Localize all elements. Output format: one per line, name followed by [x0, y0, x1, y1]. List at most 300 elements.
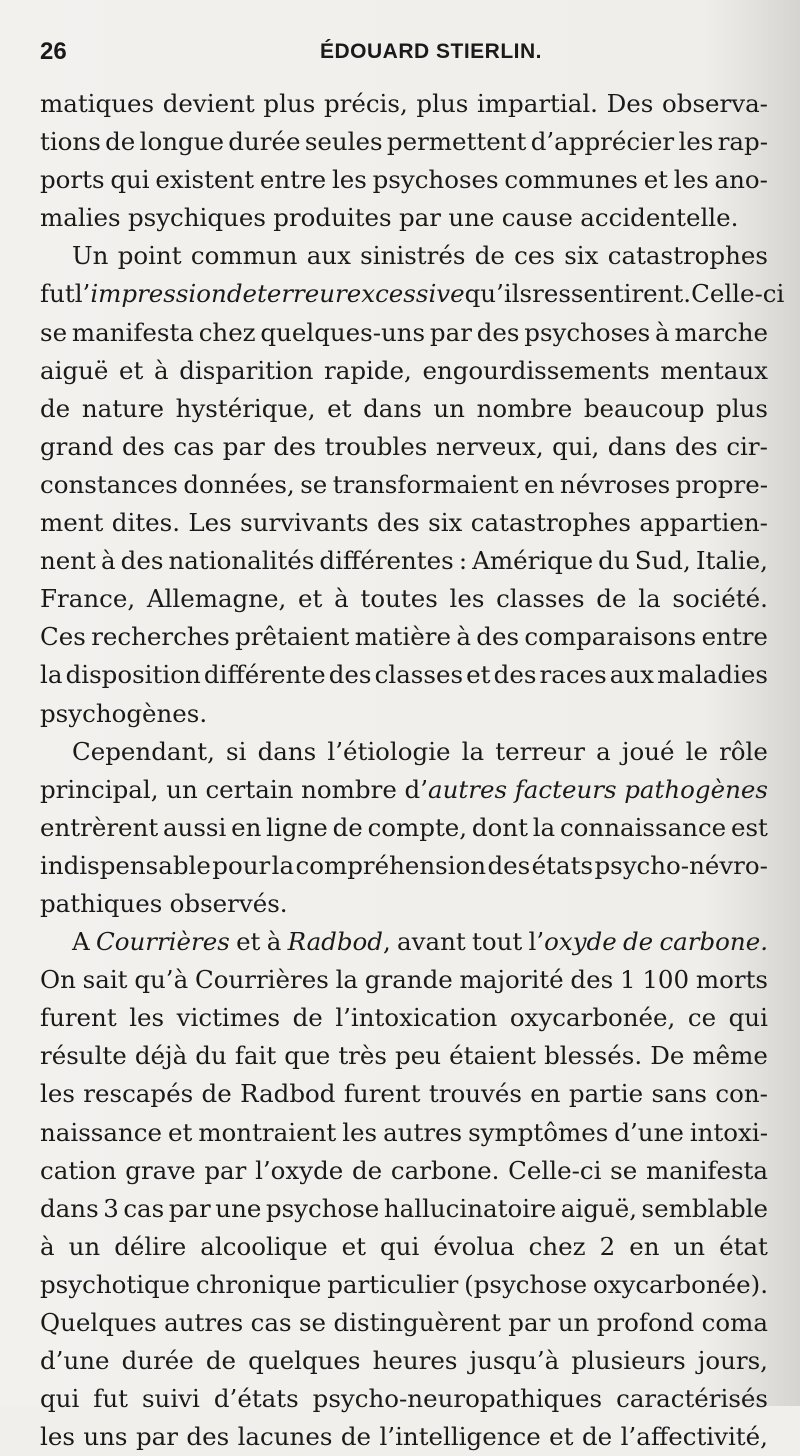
word — [638, 580, 660, 618]
text: dites. — [111, 508, 180, 538]
text: l’affectivité, — [620, 1422, 768, 1452]
word — [251, 1304, 292, 1342]
text: sans — [651, 1079, 707, 1109]
word — [428, 504, 462, 542]
word — [93, 1380, 128, 1418]
word — [561, 1190, 637, 1228]
word — [584, 390, 705, 428]
text: par — [429, 317, 472, 347]
text: blessés. — [544, 1041, 643, 1071]
text: Un — [72, 241, 109, 271]
text: Cependant, — [72, 736, 215, 766]
word — [524, 466, 554, 504]
word — [223, 428, 265, 466]
text-line — [40, 1114, 768, 1152]
word — [462, 733, 484, 771]
text: grand — [40, 431, 114, 461]
word — [642, 961, 689, 999]
text: accidentelle. — [580, 203, 739, 233]
text: à — [266, 927, 282, 957]
word — [327, 733, 450, 771]
text: les — [449, 584, 485, 614]
word — [110, 161, 149, 199]
word — [40, 504, 103, 542]
text: même — [692, 1041, 768, 1071]
word — [333, 1304, 500, 1342]
text: ressentirent. — [532, 279, 692, 309]
page-header — [40, 38, 760, 78]
text: principal, — [40, 774, 159, 804]
word — [273, 199, 391, 237]
italic-text: de — [622, 927, 654, 957]
word — [240, 504, 368, 542]
word — [692, 1037, 767, 1075]
text: classes — [374, 660, 464, 690]
word — [169, 1190, 211, 1228]
text-line — [40, 961, 768, 999]
word — [40, 580, 135, 618]
word — [123, 1190, 164, 1228]
text: ligne — [266, 812, 328, 842]
text: A — [72, 927, 90, 957]
text: par — [135, 1422, 178, 1452]
text-line — [40, 1304, 768, 1342]
text: des — [120, 546, 164, 576]
word — [674, 314, 768, 352]
word — [465, 275, 533, 313]
text: peu — [395, 1041, 442, 1071]
word — [472, 542, 593, 580]
word — [40, 809, 158, 847]
text: est — [730, 812, 768, 842]
word — [472, 923, 522, 961]
word — [368, 809, 468, 847]
word — [83, 1075, 193, 1113]
word — [582, 1418, 612, 1456]
text: point — [117, 241, 182, 271]
text: joué — [621, 736, 675, 766]
text: la — [638, 584, 661, 614]
text: de — [332, 812, 363, 842]
word — [662, 85, 768, 123]
text: permettent — [386, 127, 527, 157]
word — [508, 1152, 601, 1190]
text: rescapés — [83, 1079, 194, 1109]
text: Sud, — [634, 546, 691, 576]
word — [487, 847, 530, 885]
text: délire — [114, 1231, 187, 1261]
word — [719, 733, 768, 771]
word — [125, 1152, 195, 1190]
italic-text: carbone. — [659, 927, 768, 957]
word — [72, 237, 108, 275]
word — [621, 1418, 768, 1456]
text: entre — [259, 165, 327, 195]
word — [384, 1190, 556, 1228]
word — [40, 618, 86, 656]
text: psychiques — [127, 203, 266, 233]
word — [336, 961, 358, 999]
word — [560, 809, 726, 847]
text: très — [338, 1041, 387, 1071]
word — [199, 314, 256, 352]
word — [66, 656, 201, 694]
text-line — [40, 1037, 768, 1075]
text: des — [570, 965, 614, 995]
text: catastrophes — [607, 241, 768, 271]
text: semblable — [641, 1193, 768, 1223]
word — [40, 999, 117, 1037]
word — [496, 580, 584, 618]
text: du — [195, 1041, 227, 1071]
word — [91, 618, 230, 656]
word — [122, 1342, 194, 1380]
text: qui — [728, 1003, 768, 1033]
word — [40, 695, 207, 733]
word — [508, 1304, 550, 1342]
word — [313, 1380, 602, 1418]
text: du — [598, 546, 630, 576]
text: un — [557, 1308, 590, 1337]
word — [570, 961, 613, 999]
text: partie — [568, 1079, 644, 1109]
text: des — [122, 431, 165, 461]
word — [532, 847, 593, 885]
word — [205, 771, 293, 809]
text: Italie, — [695, 546, 768, 576]
word — [377, 504, 420, 542]
text: résulte — [40, 1041, 127, 1071]
text: quelques — [248, 1346, 361, 1376]
text-line — [40, 885, 768, 923]
text: un — [673, 1231, 706, 1261]
word — [532, 275, 691, 313]
text-line — [40, 542, 768, 580]
text: chronique — [195, 1269, 322, 1299]
word — [72, 733, 215, 771]
text: plus — [716, 393, 768, 423]
text: Celle-ci — [508, 1155, 602, 1185]
text: et — [643, 165, 669, 195]
italic-text: excessive — [346, 279, 465, 309]
text: des — [376, 508, 420, 538]
word — [475, 237, 505, 275]
word — [169, 542, 315, 580]
text: morts — [695, 965, 768, 995]
word — [731, 809, 768, 847]
word — [204, 656, 326, 694]
text: nationalités — [168, 546, 315, 576]
word — [258, 733, 317, 771]
text: déjà — [134, 1041, 188, 1071]
text: terreur — [495, 736, 586, 766]
word — [529, 1228, 586, 1266]
word — [204, 1152, 246, 1190]
text: observés. — [169, 888, 288, 918]
word — [375, 656, 463, 694]
text: des — [273, 431, 317, 461]
text: précis, — [323, 89, 408, 118]
word — [702, 1304, 768, 1342]
text: la — [335, 965, 359, 995]
word — [122, 428, 165, 466]
word — [593, 1266, 768, 1304]
word — [569, 1075, 643, 1113]
text: une — [448, 203, 495, 233]
word — [235, 1037, 276, 1075]
word — [347, 275, 465, 313]
text: caractérisés — [616, 1384, 768, 1414]
text: à — [655, 317, 670, 347]
word — [40, 885, 162, 923]
text: toutes — [360, 584, 438, 614]
text: nent — [40, 546, 96, 576]
word — [231, 809, 261, 847]
word — [40, 352, 108, 390]
word — [266, 809, 328, 847]
text-line — [40, 809, 768, 847]
word — [383, 1114, 462, 1152]
text: 100 — [642, 965, 690, 995]
text: a — [596, 736, 611, 766]
text-line — [40, 1418, 768, 1456]
text: cas — [173, 431, 215, 461]
word — [40, 1304, 157, 1342]
text: l’intoxication — [335, 1003, 498, 1033]
text: l’étiologie — [327, 736, 451, 766]
word — [215, 1190, 261, 1228]
word — [319, 542, 453, 580]
text: les — [342, 1117, 378, 1147]
text: la — [271, 850, 295, 880]
word — [642, 1190, 768, 1228]
text: psycho-névro- — [594, 850, 768, 880]
word — [168, 1114, 192, 1152]
word — [598, 542, 629, 580]
word — [40, 656, 62, 694]
italic-text: pathogènes — [624, 774, 768, 804]
word — [672, 580, 768, 618]
text: indispensable — [40, 850, 211, 880]
text: carbone. — [390, 1155, 500, 1185]
text: les — [678, 127, 714, 157]
text: dans — [257, 736, 317, 766]
text: le — [685, 736, 708, 766]
word — [729, 999, 768, 1037]
word — [333, 466, 519, 504]
word — [198, 1114, 336, 1152]
word — [163, 85, 255, 123]
word — [363, 390, 422, 428]
word — [40, 1152, 117, 1190]
text: sait — [82, 965, 128, 995]
text-line — [40, 428, 768, 466]
word — [179, 352, 313, 390]
text: un — [68, 1231, 101, 1261]
text: aiguë, — [560, 1193, 637, 1223]
text: de — [581, 1422, 613, 1452]
text: uns — [83, 1422, 128, 1452]
text-line — [40, 1342, 768, 1380]
text: en — [629, 1231, 660, 1261]
word — [40, 1190, 99, 1228]
text: des — [493, 660, 537, 690]
text: trouvés — [428, 1079, 522, 1109]
word — [40, 314, 67, 352]
text: distinguèrent — [333, 1308, 501, 1337]
word — [163, 809, 226, 847]
word — [121, 542, 164, 580]
text: psycho-neuropathiques — [312, 1384, 603, 1414]
text: les — [673, 165, 709, 195]
text: recherches — [91, 622, 230, 652]
word — [327, 1266, 458, 1304]
text: qui — [380, 1231, 420, 1261]
text: chez — [198, 317, 256, 347]
word — [466, 656, 490, 694]
word — [341, 1418, 371, 1456]
word — [360, 237, 465, 275]
word — [450, 580, 485, 618]
word — [433, 1228, 514, 1266]
word — [610, 1152, 637, 1190]
text: alcoolique — [200, 1231, 328, 1261]
text: en — [524, 469, 555, 499]
text-line — [40, 618, 768, 656]
text: Quelques — [40, 1308, 157, 1337]
word — [530, 1075, 560, 1113]
text: des — [328, 660, 372, 690]
text: et — [298, 584, 323, 614]
word — [195, 1037, 226, 1075]
text: naissance — [40, 1117, 162, 1147]
text: la — [40, 660, 63, 690]
word — [660, 352, 768, 390]
text: et — [466, 660, 491, 690]
word — [429, 1075, 522, 1113]
text: hallucinatoire — [383, 1193, 557, 1223]
text: rôle — [719, 736, 768, 766]
text: plus — [263, 89, 316, 118]
word — [469, 1342, 559, 1380]
word — [504, 161, 638, 199]
word — [477, 85, 598, 123]
text: et — [167, 1117, 193, 1147]
word — [659, 923, 768, 961]
text: l’ — [74, 279, 91, 309]
word — [373, 1342, 458, 1380]
word — [135, 1037, 187, 1075]
text: grave — [125, 1155, 196, 1185]
word — [183, 466, 294, 504]
word — [40, 1228, 55, 1266]
text: psychoses — [372, 165, 499, 195]
text-line — [40, 733, 768, 771]
word — [176, 390, 316, 428]
text-line — [40, 237, 768, 275]
text: pathiques — [40, 888, 163, 918]
word — [476, 618, 519, 656]
text: les — [129, 1003, 165, 1033]
word — [510, 999, 675, 1037]
text: Allemagne, — [146, 584, 287, 614]
text: à — [100, 546, 116, 576]
word — [327, 390, 351, 428]
word — [629, 1228, 659, 1266]
text: produites — [273, 203, 392, 233]
text-line — [40, 314, 768, 352]
text: plusieurs — [571, 1346, 686, 1376]
word — [40, 1418, 75, 1456]
italic-text: autres — [428, 774, 508, 804]
text-line — [40, 1228, 768, 1266]
word — [387, 123, 526, 161]
text: furent — [40, 1003, 117, 1033]
word — [674, 1228, 706, 1266]
word — [678, 123, 713, 161]
text: entrèrent — [40, 812, 159, 842]
word — [214, 1380, 299, 1418]
text: Des — [606, 89, 654, 118]
text: la — [461, 736, 485, 766]
word — [399, 199, 441, 237]
text: constances — [40, 469, 178, 499]
word — [715, 1075, 768, 1113]
word — [610, 656, 654, 694]
text: appartien- — [639, 508, 768, 538]
text: De — [650, 1041, 685, 1071]
text: transformaient — [332, 469, 519, 499]
text-line — [40, 771, 768, 809]
word — [468, 1114, 608, 1152]
text: évolua — [433, 1231, 515, 1261]
word — [288, 923, 391, 961]
text: rapide, — [324, 355, 412, 385]
word — [436, 428, 544, 466]
word — [298, 580, 322, 618]
word — [373, 161, 499, 199]
text: qu’ils — [464, 279, 533, 309]
text: cation — [40, 1155, 117, 1185]
word — [134, 961, 188, 999]
text: fait — [234, 1041, 277, 1071]
word — [40, 390, 70, 428]
word — [170, 885, 288, 923]
word — [227, 275, 257, 313]
text: nombre — [476, 393, 573, 423]
word — [718, 123, 768, 161]
word — [166, 771, 198, 809]
word — [529, 923, 617, 961]
word — [696, 961, 768, 999]
text: majorité — [459, 965, 564, 995]
text: différente — [203, 660, 326, 690]
text: autres — [383, 1117, 463, 1147]
word — [644, 161, 668, 199]
text: psychogènes. — [40, 698, 208, 728]
word — [300, 466, 327, 504]
text: états — [531, 850, 594, 880]
word — [40, 161, 105, 199]
word — [164, 1304, 243, 1342]
text: en — [231, 812, 262, 842]
word — [173, 428, 214, 466]
word — [69, 1228, 101, 1266]
word — [255, 1152, 343, 1190]
word — [675, 428, 718, 466]
word — [324, 85, 408, 123]
text: troubles — [324, 431, 428, 461]
